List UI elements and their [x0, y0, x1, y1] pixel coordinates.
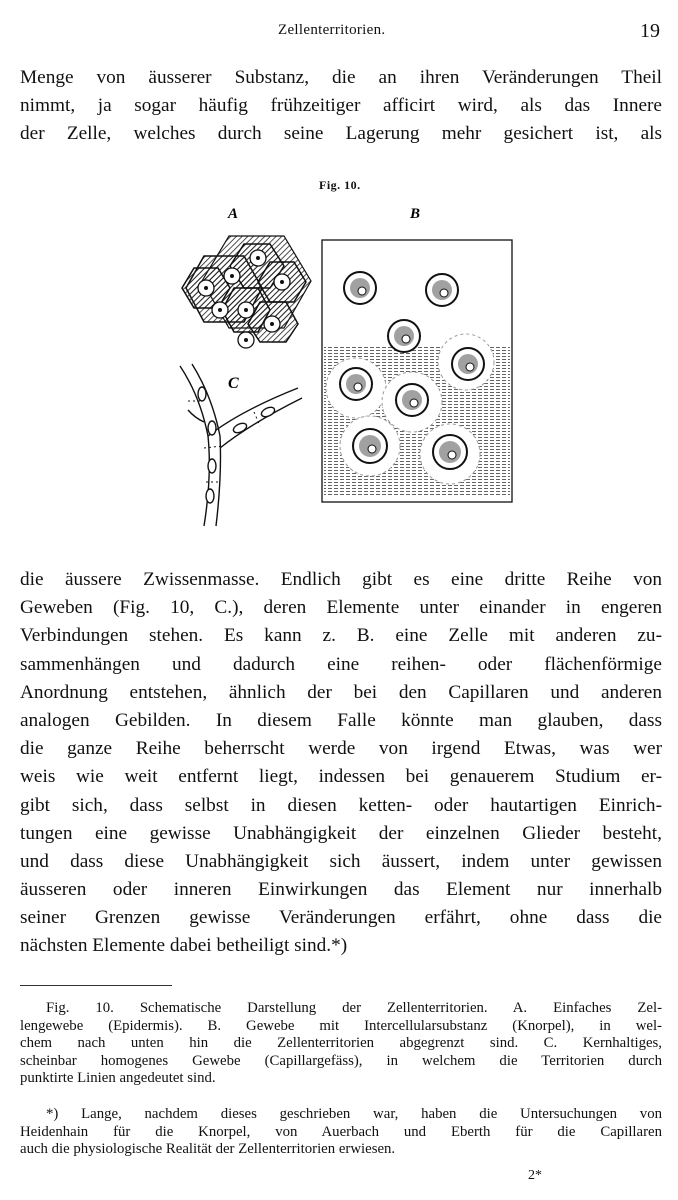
caption-line: chem nach unten hin die Zellenterritorien abgegrenzt sind. C. Kernhaltiges, — [20, 1035, 662, 1051]
text-line: äusseren oder inneren Einwirkungen das Element nur innerhalb — [20, 879, 662, 901]
running-head — [0, 20, 678, 48]
text-line: weis wie weit entfernt liegt, indessen bei genauerem Studium er- — [20, 766, 662, 788]
text-line: der Zelle, welches durch seine Lagerung mehr gesichert ist, als — [20, 123, 662, 145]
paragraph-1 — [20, 64, 662, 149]
signature-mark: 2* — [528, 1168, 542, 1183]
paragraph-2 — [20, 566, 662, 961]
text-line: Menge von äusserer Substanz, die an ihren Veränderungen Theil — [20, 67, 662, 88]
page-number: 19 — [640, 20, 660, 42]
figure-caption — [20, 1000, 662, 1088]
panel-c-label: C — [228, 375, 239, 392]
caption-line: punktirte Linien angedeutet sind. — [20, 1070, 216, 1086]
text-line: die äussere Zwissenmasse. Endlich gibt es eine dritte Reihe von — [20, 569, 662, 590]
text-line: nächsten Elemente dabei betheiligt sind.*) — [20, 935, 348, 957]
text-line: Anordnung entstehen, ähnlich der bei den Capillaren und anderen — [20, 681, 662, 703]
text-line: seiner Grenzen gewisse Veränderungen erfährt, ohne dass die — [20, 907, 662, 929]
panel-b-label: B — [410, 206, 421, 222]
panel-c-capillary — [180, 364, 302, 526]
caption-line: scheinbar homogenes Gewebe (Capillargefäss), in welchem die Territorien durch — [20, 1052, 662, 1069]
panel-a-honeycomb — [182, 236, 311, 348]
text-line: und dass diese Unabhängigkeit sich äussert, indem unter gewissen — [20, 850, 662, 872]
text-line: tungen eine gewisse Unabhängigkeit der einzelnen Glieder besteht, — [20, 822, 662, 844]
text-line: Geweben (Fig. 10, C.), deren Elemente unter einander in engeren — [20, 597, 662, 619]
footnote-line: *) Lange, nachdem dieses geschrieben war, haben die Untersuchungen von — [46, 1106, 662, 1122]
footnote — [20, 1106, 662, 1159]
panel-b-cartilage — [322, 240, 512, 502]
text-line: Verbindungen stehen. Es kann z. B. eine Zelle mit anderen zu- — [20, 625, 662, 647]
text-line: sammenhängen und dadurch eine reihen- oder flächenförmige — [20, 653, 662, 675]
figure-label: Fig. 10. — [319, 178, 361, 192]
panel-a-label: A — [228, 206, 239, 222]
text-line: die ganze Reihe beherrscht werde von irgend Etwas, was wer — [20, 738, 662, 760]
caption-line: Fig. 10. Schematische Darstellung der Zellenterritorien. A. Einfaches Zel- — [46, 1000, 662, 1016]
text-line: analogen Gebilden. In diesem Falle könnte man glauben, dass — [20, 709, 662, 731]
footnote-rule — [20, 985, 172, 986]
footnote-line: Heidenhain für die Knorpel, von Auerbach und Eberth für die Capillaren — [20, 1123, 662, 1140]
figure-10-illustration — [160, 196, 540, 550]
text-line: nimmt, ja sogar häufig frühzeitiger afficirt wird, als das Innere — [20, 95, 662, 117]
running-title: Zellenterritorien. — [278, 22, 386, 38]
text-line: gibt sich, dass selbst in diesen ketten- oder hautartigen Einrich- — [20, 794, 662, 816]
footnote-line: auch die physiologische Realität der Zellenterritorien erwiesen. — [20, 1141, 396, 1157]
caption-line: lengewebe (Epidermis). B. Gewebe mit Intercellularsubstanz (Knorpel), in wel- — [20, 1017, 662, 1034]
